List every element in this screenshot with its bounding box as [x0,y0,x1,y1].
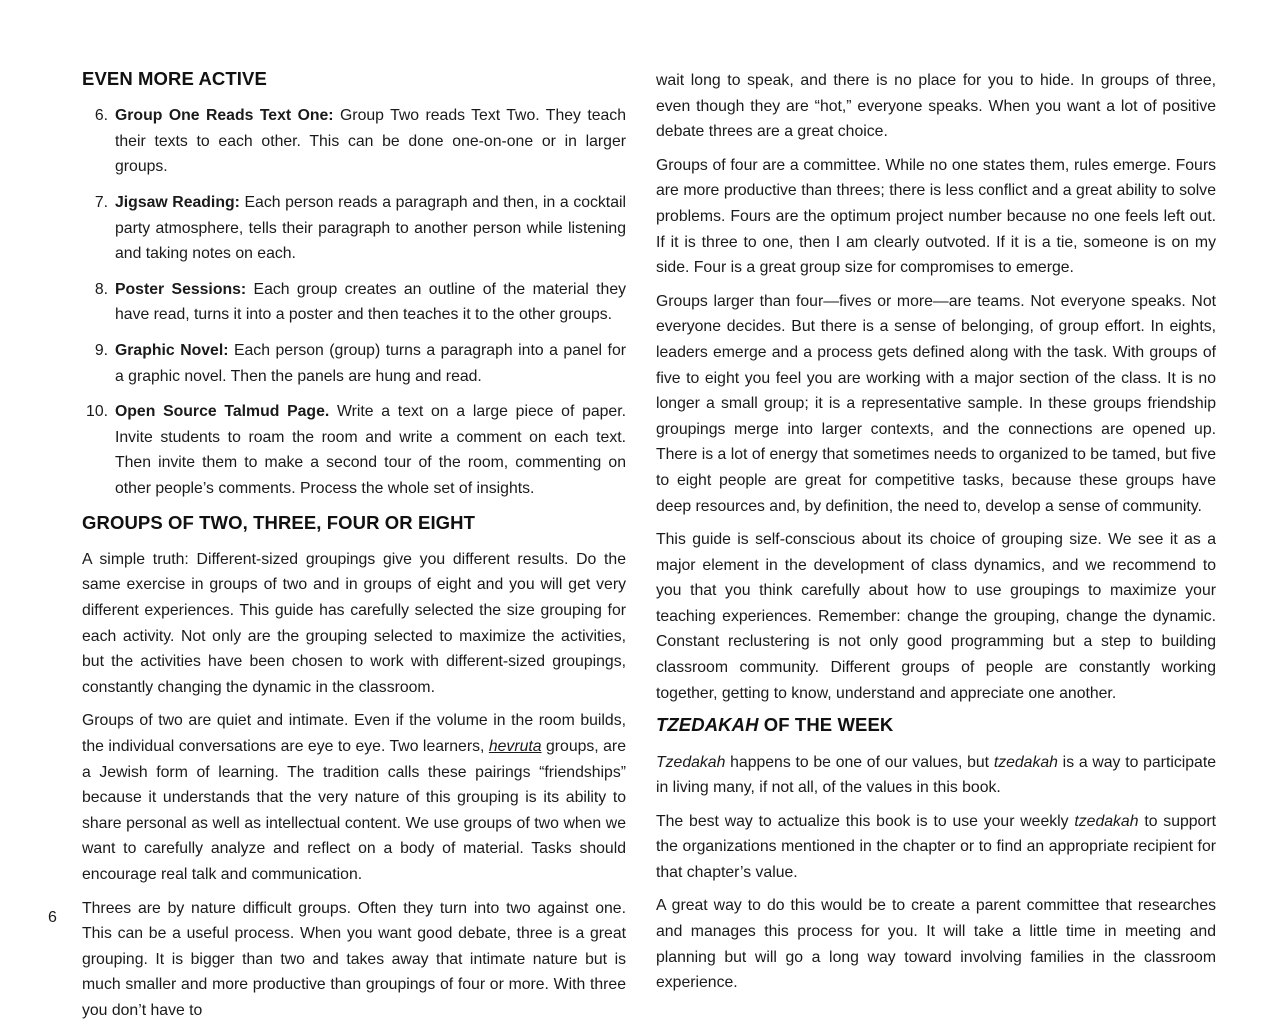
left-column [82,68,626,1024]
paragraph-parent-committee: A great way to do this would be to create a parent committee that researches and manages this process for you. It will take a little time in meeting and planning but will go a long way toward involving families in the classroom experience. [656,897,1216,992]
emphasis-hevruta: hevruta [488,738,542,755]
list-item-text: Each group creates an outline of the material they have read, turns it into a poster and then teaches it to the other groups. [115,280,626,324]
list-item [82,338,626,389]
paragraph-self-conscious-guide: This guide is self-conscious about its choice of grouping size. We see it as a major element in the development of class dynamics, and we recommend to you that you think carefully about how to use groupings to maximize your teaching experiences. Remember: change the grouping, change the dynamic. Constant reclustering is not only good programming but a step to building classroom community. Different groups of people are constantly working together, getting to know, understand and appreciate one another. [656,531,1216,702]
paragraph-text-run: is a way to participate in living many, if not all, of the values in this book. [656,753,1216,797]
list-item-lead: Graphic Novel: [115,342,229,360]
list-item-number: 10. [86,403,108,421]
list-item [82,103,626,180]
heading-upright-run: OF THE WEEK [758,714,894,736]
list-item-text: Group Two reads Text Two. They teach their texts to each other. This can be done one-on-one or in larger groups. [115,107,626,176]
list-item-lead: Jigsaw Reading: [115,194,240,212]
paragraph-tzedakah-values [656,750,1216,801]
paragraph-groups-of-two [82,708,626,887]
paragraph-groups-larger-than-four: Groups larger than four—fives or more—are teams. Not everyone speaks. Not everyone decides. But there is a sense of belonging, of group effort. In eights, leaders emerge and a process gets defined along with the task. With groups of five to eight you feel you are working with a major section of the class. It is no longer a small group; it is a representative sample. In these groups friendship groupings merge into larger contexts, and the connections are opened up. There is a lot of energy that sometimes needs to organized to be tamed, but five to eight people are great for competitive tasks, because these groups have deep resources and, by definition, the need to, develop a sense of community. [656,292,1216,515]
list-item [82,190,626,267]
list-item-lead: Open Source Talmud Page. [115,403,330,421]
list-item-lead: Group One Reads Text One: [115,107,334,125]
list-item-text: Each person reads a paragraph and then, in a cocktail party atmosphere, tells their paragraph to another person while listening and taking notes on each. [115,194,626,263]
paragraph-text-run: happens to be one of our values, but [725,753,994,771]
list-item-number: 7. [94,194,108,212]
heading-groups-of-two-three-four-or-eight: GROUPS OF TWO, THREE, FOUR OR EIGHT [82,511,476,533]
activity-numbered-list [82,103,626,501]
list-item-number: 9. [94,342,108,360]
page-number: 6 [48,909,57,926]
paragraph-groups-of-four: Groups of four are a committee. While no one states them, rules emerge. Fours are more productive than threes; there is less conflict and a great ability to solve problems. Fours are the optimum project number because no one feels left out. If it is three to one, then I am clearly outvoted. If it is a tie, someone is on my side. Four is a great group size for compromises to emerge. [656,156,1216,277]
paragraph-simple-truth: A simple truth: Different-sized groupings give you different results. Do the same exercise in groups of two and in groups of eight and you will get very different experiences. This guide has carefully selected the size grouping for each activity. Not only are the grouping selected to maximize the activities, but the activities have been chosen to work with different-sized groupings, constantly changing the dynamic in the classroom. [82,550,626,696]
list-item-text: Each person (group) turns a paragraph into a panel for a graphic novel. Then the panels are hung and read. [115,342,626,385]
list-item [82,399,626,501]
paragraph-threes: Threes are by nature difficult groups. Often they turn into two against one. This can be a useful process. When you want good debate, three is a great grouping. It is bigger than two and takes away that intimate nature but is much smaller and more productive than groupings of four or more. With three you don’t have to [82,899,626,1019]
emphasis-tzedakah: tzedakah [993,753,1058,771]
paragraph-text-run: Groups of two are quiet and intimate. Even if the volume in the room builds, the individual conversations are eye to eye. Two learners, [82,712,626,755]
list-item-number: 6. [94,107,108,125]
paragraph-wait-long-to-speak: wait long to speak, and there is no place for you to hide. In groups of three, even though they are “hot,” everyone speaks. When you want a lot of positive debate threes are a great choice. [656,72,1216,141]
paragraph-text-run: The best way to actualize this book is to use your weekly [656,812,1075,830]
right-column [656,68,1216,996]
list-item-lead: Poster Sessions: [115,280,247,298]
emphasis-tzedakah: Tzedakah [656,753,726,771]
heading-even-more-active: EVEN MORE ACTIVE [82,68,267,89]
list-item [82,277,626,328]
list-item-text: Write a text on a large piece of paper. Invite students to roam the room and write a comment on each text. Then invite them to make a second tour of the room, commenting on other people’s comments. Process the whole set of insights. [115,403,626,497]
list-item-number: 8. [94,280,108,298]
heading-italic-run: TZEDAKAH [656,714,759,736]
paragraph-text-run: to support the organizations mentioned in the chapter or to find an appropriate recipient for that chapter’s value. [656,812,1216,881]
heading-tzedakah-of-the-week [656,714,1216,735]
paragraph-best-way-to-actualize [656,809,1216,886]
emphasis-tzedakah: tzedakah [1074,812,1139,830]
paragraph-text-run: groups, are a Jewish form of learning. The tradition calls these pairings “friendships” because it understands that the very nature of this grouping is its ability to share personal as well as intellectual content. We use groups of two when we want to carefully analyze and reflect on a body of material. Tasks should encourage real talk and communication. [82,738,626,883]
